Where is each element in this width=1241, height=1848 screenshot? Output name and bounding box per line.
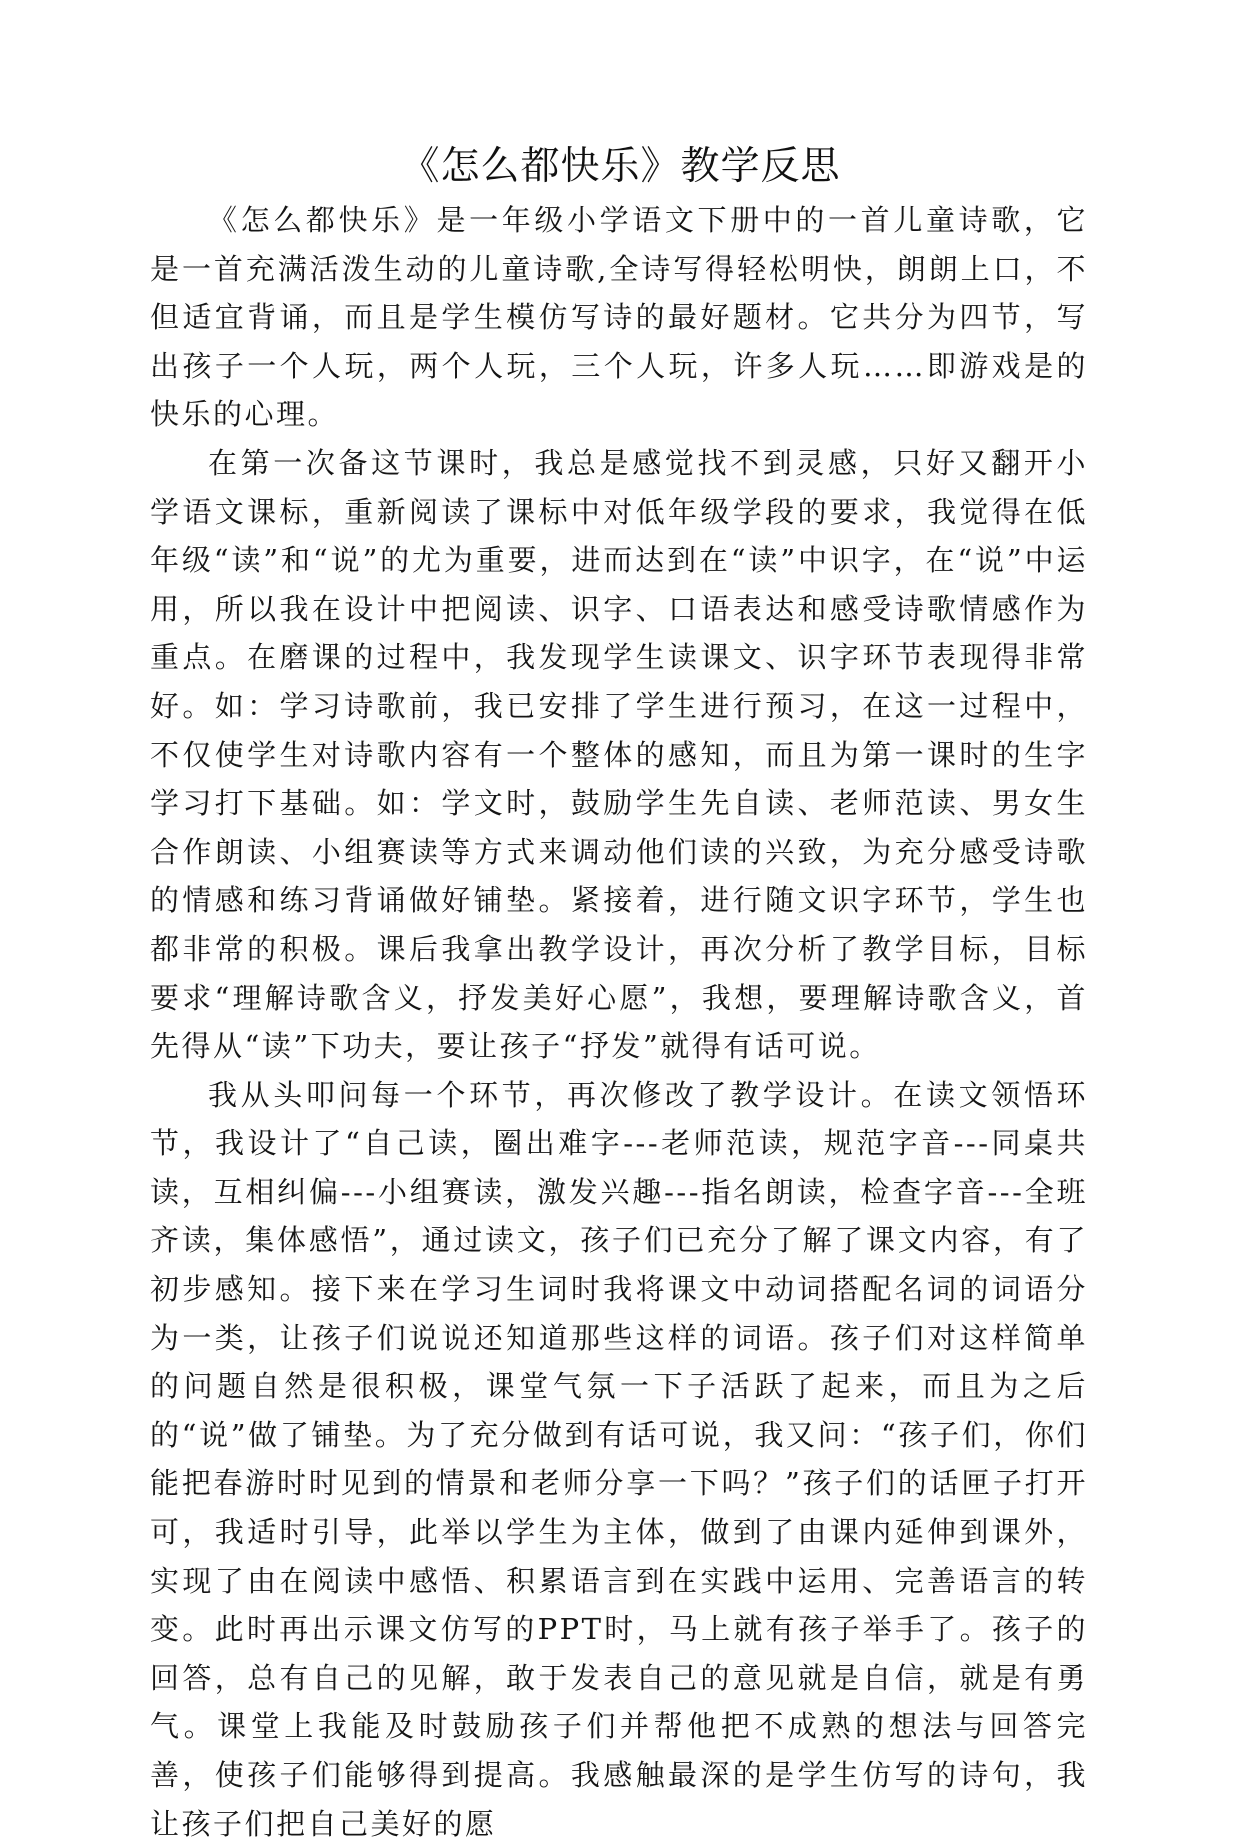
paragraph-revision: 我从头叩问每一个环节，再次修改了教学设计。在读文领悟环节，我设计了“自己读，圈出难字---老师范读，规范字音---同桌共读，互相纠偏---小组赛读，激发兴趣---指名朗读，检查字音---全班齐读，集体感悟”，通过读文，孩子们已充分了解了课文内容，有了初步感知。接下来在学习生词时我将课文中动词搭配名词的词语分为一类，让孩子们说说还知道那些这样的词语。孩子们对这样简单的问题自然是很积极，课堂气氛一下子活跃了起来，而且为之后的“说”做了铺垫。为了充分做到有话可说，我又问：“孩子们，你们能把春游时时见到的情景和老师分享一下吗？”孩子们的话匣子打开可，我适时引导，此举以学生为主体，做到了由课内延伸到课外，实现了由在阅读中感悟、积累语言到在实践中运用、完善语言的转变。此时再出示课文仿写的PPT时，马上就有孩子举手了。孩子的回答，总有自己的见解，敢于发表自己的意见就是自信，就是有勇气。课堂上我能及时鼓励孩子们并帮他把不成熟的想法与回答完善，使孩子们能够得到提高。我感触最深的是学生仿写的诗句，我让孩子们把自己美好的愿 [150, 1077, 1088, 1841]
paragraph-intro: 《怎么都快乐》是一年级小学语文下册中的一首儿童诗歌，它是一首充满活泼生动的儿童诗歌,全诗写得轻松明快，朗朗上口，不但适宜背诵，而且是学生模仿写诗的最好题材。它共分为四节，写出孩子一个人玩，两个人玩，三个人玩，许多人玩……即游戏是的快乐的心理。 [150, 203, 1088, 432]
document-body [150, 196, 1088, 1848]
paragraph-preparation: 在第一次备这节课时，我总是感觉找不到灵感，只好又翻开小学语文课标，重新阅读了课标中对低年级学段的要求，我觉得在低年级“读”和“说”的尤为重要，进而达到在“读”中识字，在“说”中运用，所以我在设计中把阅读、识字、口语表达和感受诗歌情感作为重点。在磨课的过程中，我发现学生读课文、识字环节表现得非常好。如：学习诗歌前，我已安排了学生进行预习，在这一过程中，不仅使学生对诗歌内容有一个整体的感知，而且为第一课时的生字学习打下基础。如：学文时，鼓励学生先自读、老师范读、男女生合作朗读、小组赛读等方式来调动他们读的兴致，为充分感受诗歌的情感和练习背诵做好铺垫。紧接着，进行随文识字环节，学生也都非常的积极。课后我拿出教学设计，再次分析了教学目标，目标要求“理解诗歌含义，抒发美好心愿”，我想，要理解诗歌含义，首先得从“读”下功夫，要让孩子“抒发”就得有话可说。 [150, 445, 1088, 1064]
document-title: 《怎么都快乐》教学反思 [400, 144, 841, 189]
